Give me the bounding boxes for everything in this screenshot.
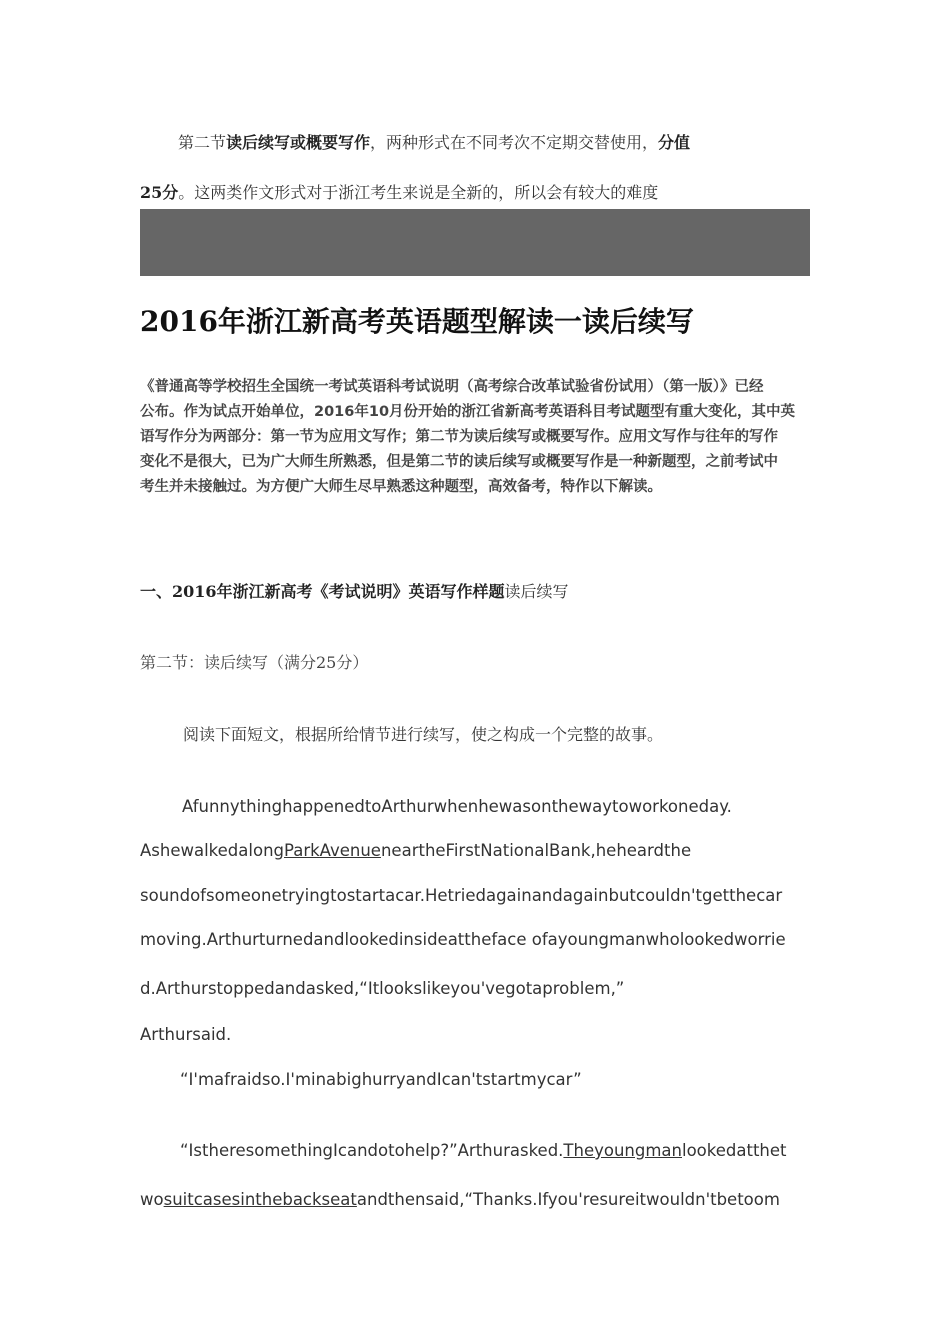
- subsection-heading: 第二节：读后续写（满分25分）: [140, 653, 369, 672]
- story-line-4: moving.Arthurturnedandlookedinsideattheface ofayoungmanwholookedworrie: [140, 930, 786, 949]
- story-line-5: d.Arthurstoppedandasked,“Itlookslikeyou'vegotaproblem,”: [140, 979, 625, 998]
- underlined-text: suitcasesinthebackseat: [163, 1190, 357, 1209]
- intro-paragraph: [140, 375, 812, 500]
- intro-line: 考生并未接触过。为方便广大师生尽早熟悉这种题型，高效备考，特作以下解读。: [140, 479, 662, 495]
- section-heading: [140, 579, 569, 602]
- story-line-6: Arthursaid.: [140, 1025, 232, 1044]
- text: “IstheresomethingIcandotohelp?”Arthurasked.: [180, 1141, 564, 1160]
- bold-text: 分值: [658, 133, 691, 152]
- instruction-text: 阅读下面短文，根据所给情节进行续写，使之构成一个完整的故事。: [183, 725, 664, 744]
- top-paragraph-line-1: [178, 130, 690, 153]
- banner-image: [140, 209, 810, 276]
- text: wo: [140, 1190, 164, 1209]
- story-line-8: [180, 1141, 787, 1160]
- story-line-9: [140, 1190, 780, 1209]
- intro-line: 变化不是很大，已为广大师生所熟悉，但是第二节的读后续写或概要写作是一种新题型，之前考试中: [140, 454, 778, 470]
- underlined-text: ParkAvenue: [284, 841, 381, 860]
- section-heading-normal: 读后续写: [504, 582, 569, 601]
- text: 。这两类作文形式对于浙江考生来说是全新的，所以会有较大的难度: [178, 183, 659, 202]
- story-line-3: soundofsomeonetryingtostartacar.Hetriedagainandagainbutcouldn'tgetthecar: [140, 886, 783, 905]
- intro-line: 公布。作为试点开始单位，2016年10月份开始的浙江省新高考英语科目考试题型有重大变化，其中英: [140, 404, 796, 420]
- top-paragraph-line-2: [140, 180, 658, 203]
- page-title: 2016年浙江新高考英语题型解读一读后续写: [140, 305, 694, 338]
- text: andthensaid,“Thanks.Ifyou'resureitwouldn'tbetoom: [356, 1190, 780, 1209]
- text: 第二节: [178, 133, 227, 152]
- underlined-text: Theyoungman: [563, 1141, 682, 1160]
- intro-line: 语写作分为两部分：第一节为应用文写作；第二节为读后续写或概要写作。应用文写作与往年的写作: [140, 429, 778, 445]
- bold-text: 读后续写或概要写作: [226, 133, 371, 152]
- text: Ashewalkedalong: [140, 841, 284, 860]
- bold-text: 25分: [140, 183, 179, 202]
- text: lookedatthet: [682, 1141, 787, 1160]
- story-line-1: AfunnythinghappenedtoArthurwhenhewasonthewaytoworkoneday.: [182, 797, 732, 816]
- intro-line: 《普通高等学校招生全国统一考试英语科考试说明（高考综合改革试验省份试用）（第一版）》已经: [140, 379, 764, 395]
- story-line-7: “I'mafraidso.I'minabighurryandIcan'tstartmycar”: [180, 1070, 582, 1089]
- text: neartheFirstNationalBank,heheardthe: [380, 841, 692, 860]
- story-line-2: [140, 841, 691, 860]
- section-heading-bold: 一、2016年浙江新高考《考试说明》英语写作样题: [140, 582, 505, 601]
- text: ，两种形式在不同考次不定期交替使用，: [370, 133, 659, 152]
